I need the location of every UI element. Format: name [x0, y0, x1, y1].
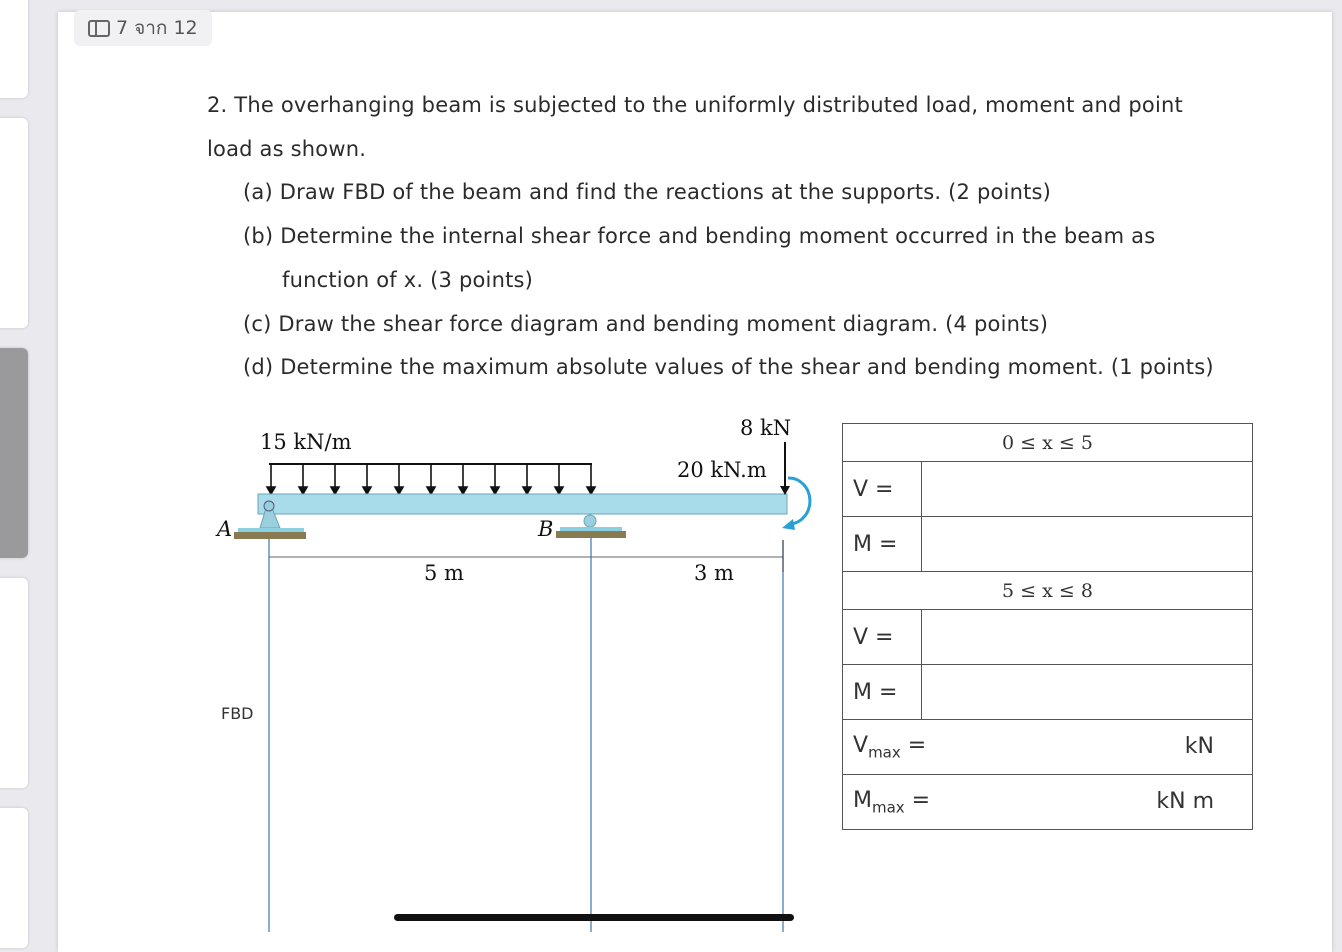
range-header-1: 0 ≤ x ≤ 5	[843, 424, 1253, 462]
distributed-load	[267, 464, 595, 494]
question-part-d: (d) Determine the maximum absolute values of the shear and bending moment. (1 points)	[243, 355, 1214, 379]
range-header-2: 5 ≤ x ≤ 8	[843, 572, 1253, 610]
moment-label-1: M =	[843, 517, 922, 572]
moment-arrowhead	[782, 519, 795, 530]
beam	[258, 494, 787, 514]
question-part-b-cont: function of x. (3 points)	[282, 268, 534, 292]
moment-label: 20 kN.m	[677, 458, 767, 482]
span-overhang-label: 3 m	[694, 561, 734, 585]
moment-answer-2[interactable]	[922, 665, 1253, 720]
question-line-2: load as shown.	[207, 137, 367, 161]
beam-diagram	[200, 400, 820, 932]
support-a-label: A	[217, 517, 233, 541]
mmax-row[interactable]	[843, 775, 1253, 830]
support-b-label: B	[538, 517, 554, 541]
home-indicator[interactable]	[394, 914, 794, 921]
mmax-unit: kN m	[1156, 789, 1214, 815]
question-part-a: (a) Draw FBD of the beam and find the reactions at the supports. (2 points)	[243, 180, 1052, 204]
page-thumbnail-current[interactable]	[0, 348, 28, 558]
vmax-unit: kN	[1184, 734, 1214, 760]
question-part-c: (c) Draw the shear force diagram and bending moment diagram. (4 points)	[243, 312, 1049, 336]
page-thumbnail[interactable]	[0, 578, 28, 788]
moment-answer-1[interactable]	[922, 517, 1253, 572]
fbd-label: FBD	[221, 704, 254, 723]
shear-label-1: V =	[843, 462, 922, 517]
moment-label-2: M =	[843, 665, 922, 720]
shear-answer-1[interactable]	[922, 462, 1253, 517]
udl-label: 15 kN/m	[260, 430, 352, 454]
page-indicator[interactable]	[74, 10, 212, 46]
vmax-row[interactable]	[843, 720, 1253, 775]
question-part-b: (b) Determine the internal shear force and bending moment occurred in the beam as	[243, 224, 1156, 248]
mmax-label: $M_{max}$ =	[853, 787, 931, 817]
support-b-roller	[556, 515, 626, 538]
page-thumbnail[interactable]	[0, 808, 28, 948]
thumbnail-sidebar	[0, 0, 40, 932]
vmax-label: $V_{max}$ =	[853, 732, 927, 762]
answer-table	[842, 423, 1253, 830]
page-thumbnail[interactable]	[0, 118, 28, 328]
question-line-1: 2. The overhanging beam is subjected to the uniformly distributed load, moment and point	[207, 93, 1183, 117]
shear-label-2: V =	[843, 610, 922, 665]
point-load-arrow	[780, 442, 790, 495]
page-thumbnail[interactable]	[0, 0, 28, 98]
shear-answer-2[interactable]	[922, 610, 1253, 665]
point-load-label: 8 kN	[740, 416, 792, 440]
sidebar-icon	[88, 20, 110, 37]
span-ab-label: 5 m	[424, 561, 464, 585]
page-indicator-label: 7 จาก 12	[116, 17, 198, 39]
moment-arrow	[788, 478, 810, 524]
